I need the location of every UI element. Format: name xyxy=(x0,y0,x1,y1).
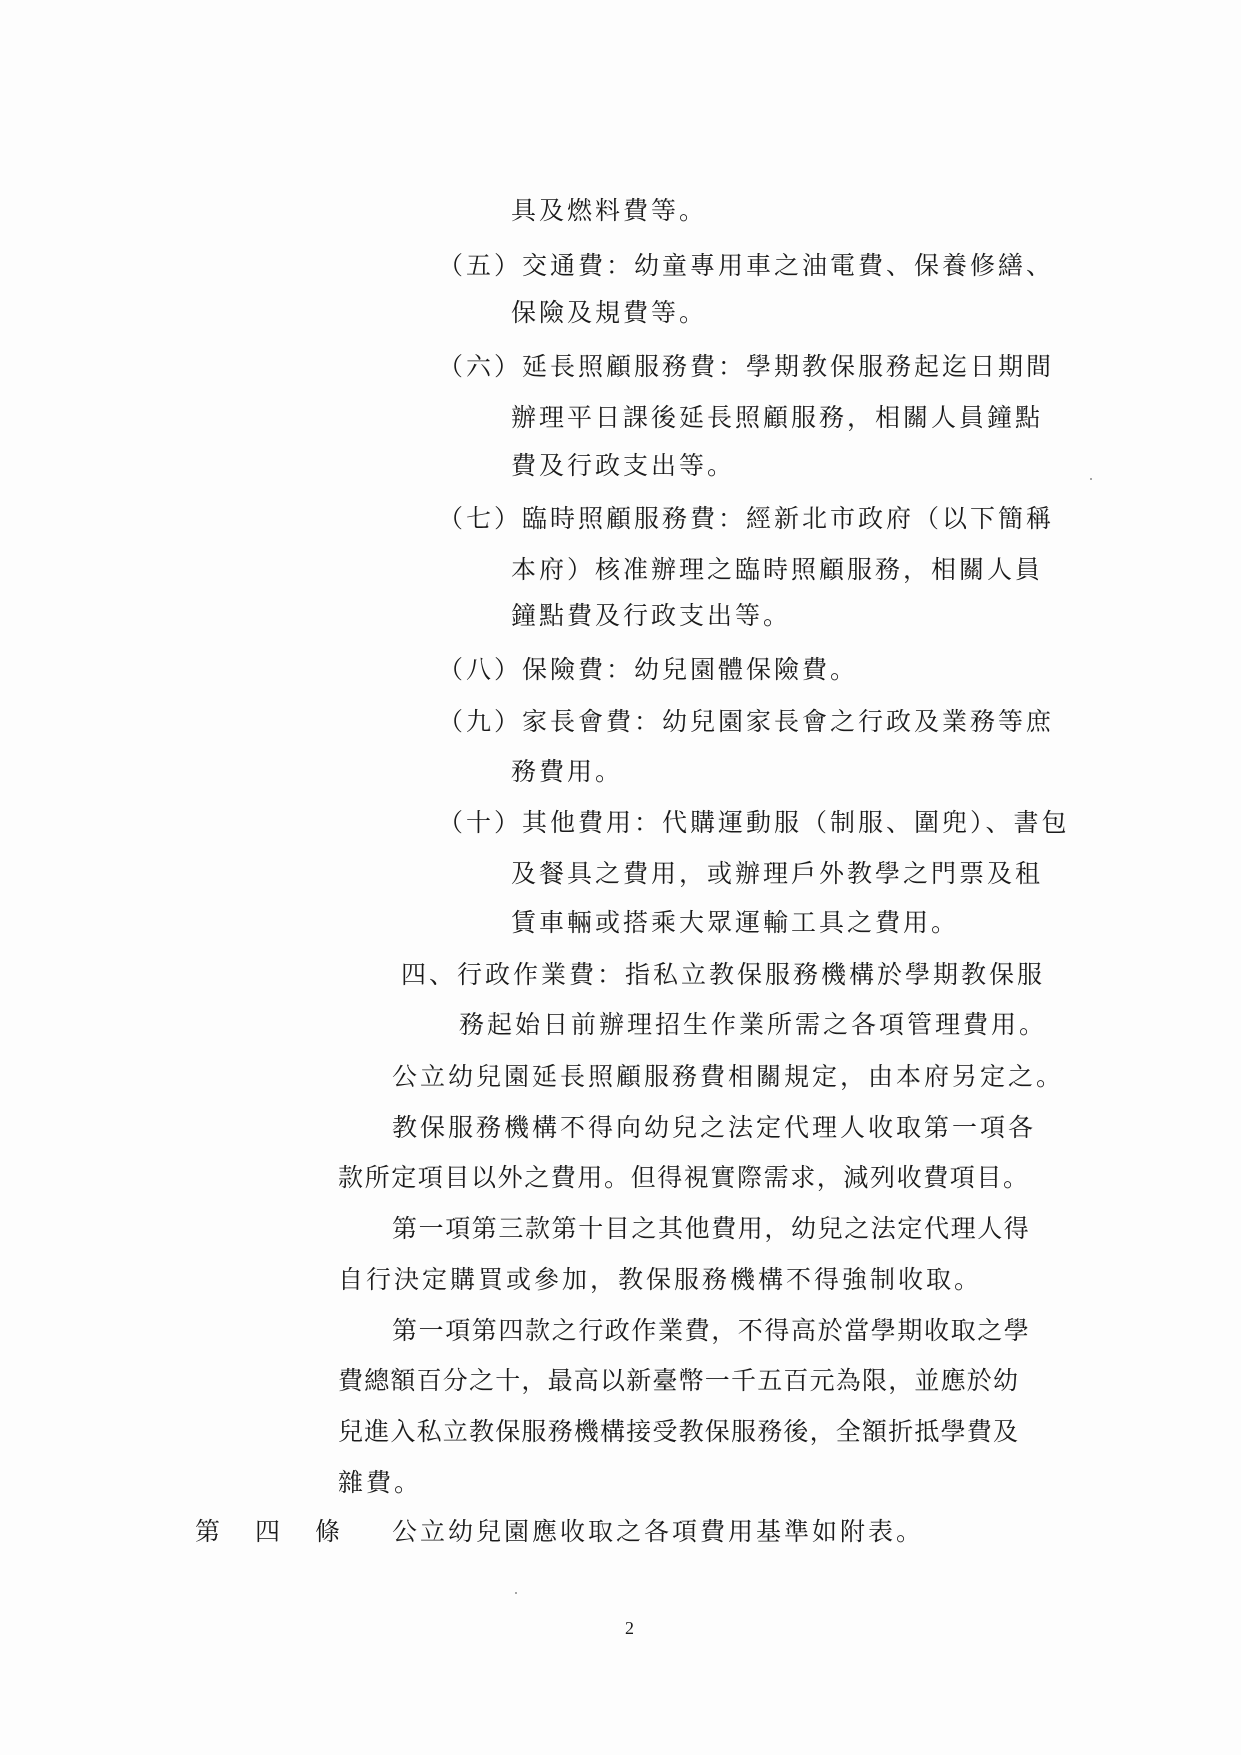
paragraph-line: 教保服務機構不得向幼兒之法定代理人收取第一項各 xyxy=(392,1113,1037,1142)
paragraph-line: 自行決定購買或參加，教保服務機構不得強制收取。 xyxy=(338,1265,983,1294)
paragraph-line: 第一項第四款之行政作業費，不得高於當學期收取之學 xyxy=(392,1316,1031,1345)
article-four-text: 公立幼兒園應收取之各項費用基準如附表。 xyxy=(392,1517,925,1546)
text-line: 務起始日前辦理招生作業所需之各項管理費用。 xyxy=(459,1010,1048,1039)
list-item-seven: （七）臨時照顧服務費：經新北市政府（以下簡稱 xyxy=(438,504,1055,533)
article-label-char: 條 xyxy=(315,1517,341,1546)
list-item-five: （五）交通費：幼童專用車之油電費、保養修繕、 xyxy=(438,251,1055,280)
text-line: 具及燃料費等。 xyxy=(511,196,708,225)
article-label xyxy=(195,1516,345,1548)
list-item-six: （六）延長照顧服務費：學期教保服務起迄日期間 xyxy=(438,352,1055,381)
paragraph-line: 公立幼兒園延長照顧服務費相關規定，由本府另定之。 xyxy=(392,1062,1065,1091)
text-line: 鐘點費及行政支出等。 xyxy=(511,601,792,630)
text-line: 及餐具之費用，或辦理戶外教學之門票及租 xyxy=(511,859,1044,888)
text-line: 賃車輛或搭乘大眾運輸工具之費用。 xyxy=(511,908,960,937)
list-item-ten: （十）其他費用：代購運動服（制服、圍兜）、書包 xyxy=(438,808,1070,837)
paragraph-line: 第一項第三款第十目之其他費用，幼兒之法定代理人得 xyxy=(392,1214,1031,1243)
scan-speck xyxy=(515,1592,517,1594)
paragraph-line: 雜費。 xyxy=(338,1468,423,1497)
scan-speck xyxy=(1090,478,1092,480)
paragraph-line: 費總額百分之十，最高以新臺幣一千五百元為限，並應於幼 xyxy=(338,1366,1020,1395)
article-label-char: 第 xyxy=(195,1517,221,1546)
clause-four: 四、行政作業費：指私立教保服務機構於學期教保服 xyxy=(401,960,1046,989)
text-line: 務費用。 xyxy=(511,757,624,786)
text-line: 辦理平日課後延長照顧服務，相關人員鐘點 xyxy=(511,403,1044,432)
text-line: 本府）核准辦理之臨時照顧服務，相關人員 xyxy=(511,555,1044,584)
page-number: 2 xyxy=(625,1618,634,1638)
paragraph-line: 款所定項目以外之費用。但得視實際需求，減列收費項目。 xyxy=(338,1163,1030,1192)
text-line: 保險及規費等。 xyxy=(511,298,708,327)
list-item-eight: （八）保險費：幼兒園體保險費。 xyxy=(438,655,859,684)
list-item-nine: （九）家長會費：幼兒園家長會之行政及業務等庶 xyxy=(438,707,1055,736)
text-line: 費及行政支出等。 xyxy=(511,451,736,480)
article-label-char: 四 xyxy=(255,1517,281,1546)
paragraph-line: 兒進入私立教保服務機構接受教保服務後，全額折抵學費及 xyxy=(338,1417,1020,1446)
